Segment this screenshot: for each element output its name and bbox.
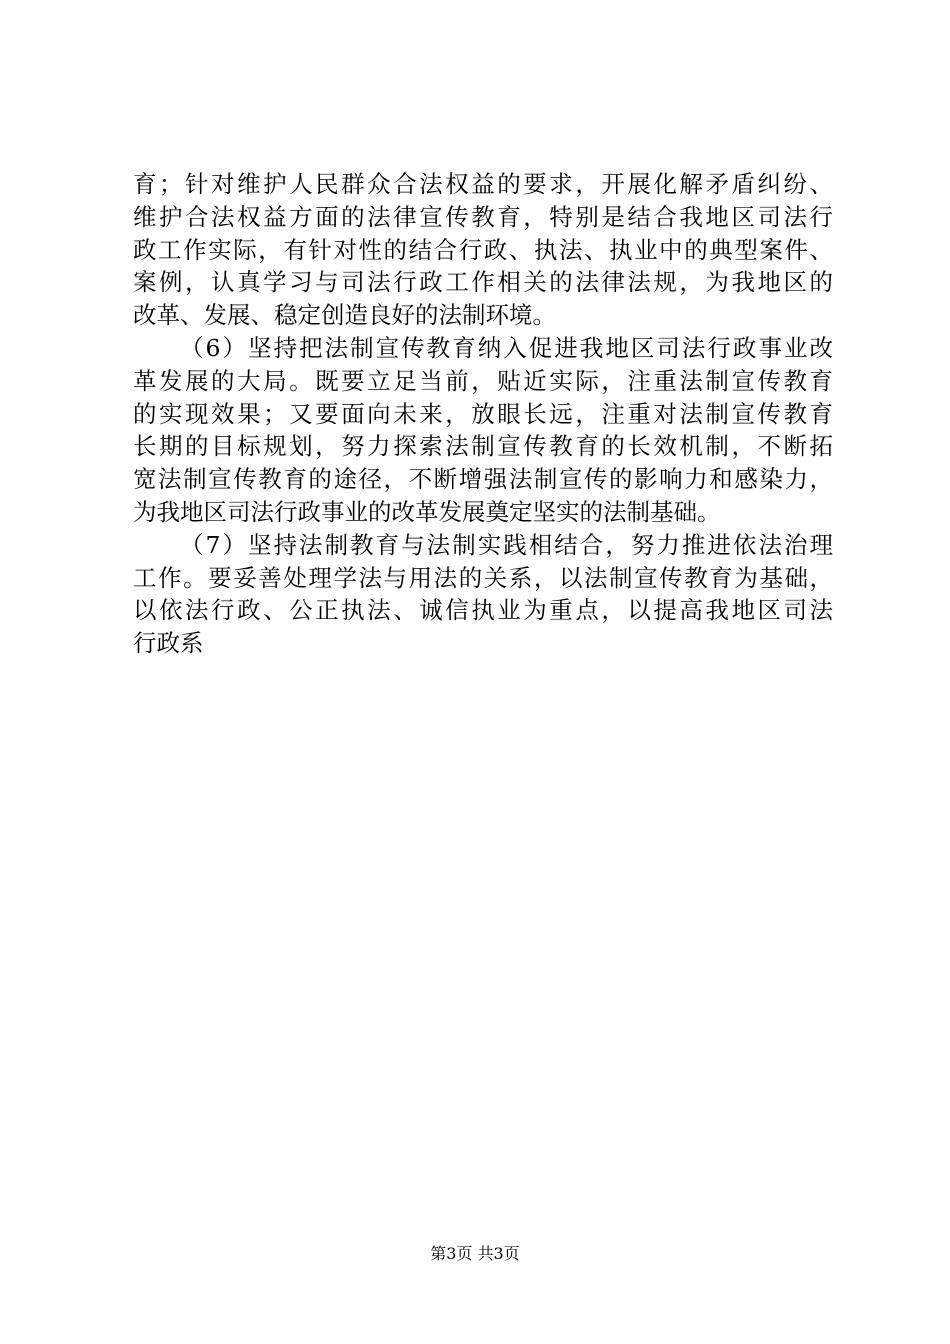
text-line: 长期的目标规划，努力探索法制宣传教育的长效机制，不断拓 — [133, 432, 833, 461]
text-line: 的实现效果；又要面向未来，放眼长远，注重对法制宣传教育 — [133, 399, 833, 428]
text-line: 以依法行政、公正执法、诚信执业为重点，以提高我地区司法 — [133, 596, 833, 625]
text-line: （6）坚持把法制宣传教育纳入促进我地区司法行政事业改 — [180, 333, 833, 362]
text-line: 为我地区司法行政事业的改革发展奠定坚实的法制基础。 — [133, 497, 721, 526]
text-line: 改革、发展、稳定创造良好的法制环境。 — [133, 301, 556, 330]
text-line: 育；针对维护人民群众合法权益的要求，开展化解矛盾纠纷、 — [133, 170, 833, 198]
text-line: 工作。要妥善处理学法与用法的关系，以法制宣传教育为基础， — [133, 563, 833, 592]
text-line: 革发展的大局。既要立足当前，贴近实际，注重法制宣传教育 — [133, 366, 833, 395]
text-line: 政工作实际，有针对性的结合行政、执法、执业中的典型案件、 — [133, 235, 833, 264]
text-line: 维护合法权益方面的法律宣传教育，特别是结合我地区司法行 — [133, 202, 833, 231]
text-line: 宽法制宣传教育的途径，不断增强法制宣传的影响力和感染力， — [133, 465, 833, 494]
document-body — [133, 168, 833, 660]
text-line: （7）坚持法制教育与法制实践相结合，努力推进依法治理 — [180, 530, 833, 559]
text-line: 案例，认真学习与司法行政工作相关的法律法规，为我地区的 — [133, 268, 833, 297]
text-line: 行政系 — [133, 629, 204, 658]
page-number-footer: 第3页 共3页 — [430, 1244, 520, 1263]
